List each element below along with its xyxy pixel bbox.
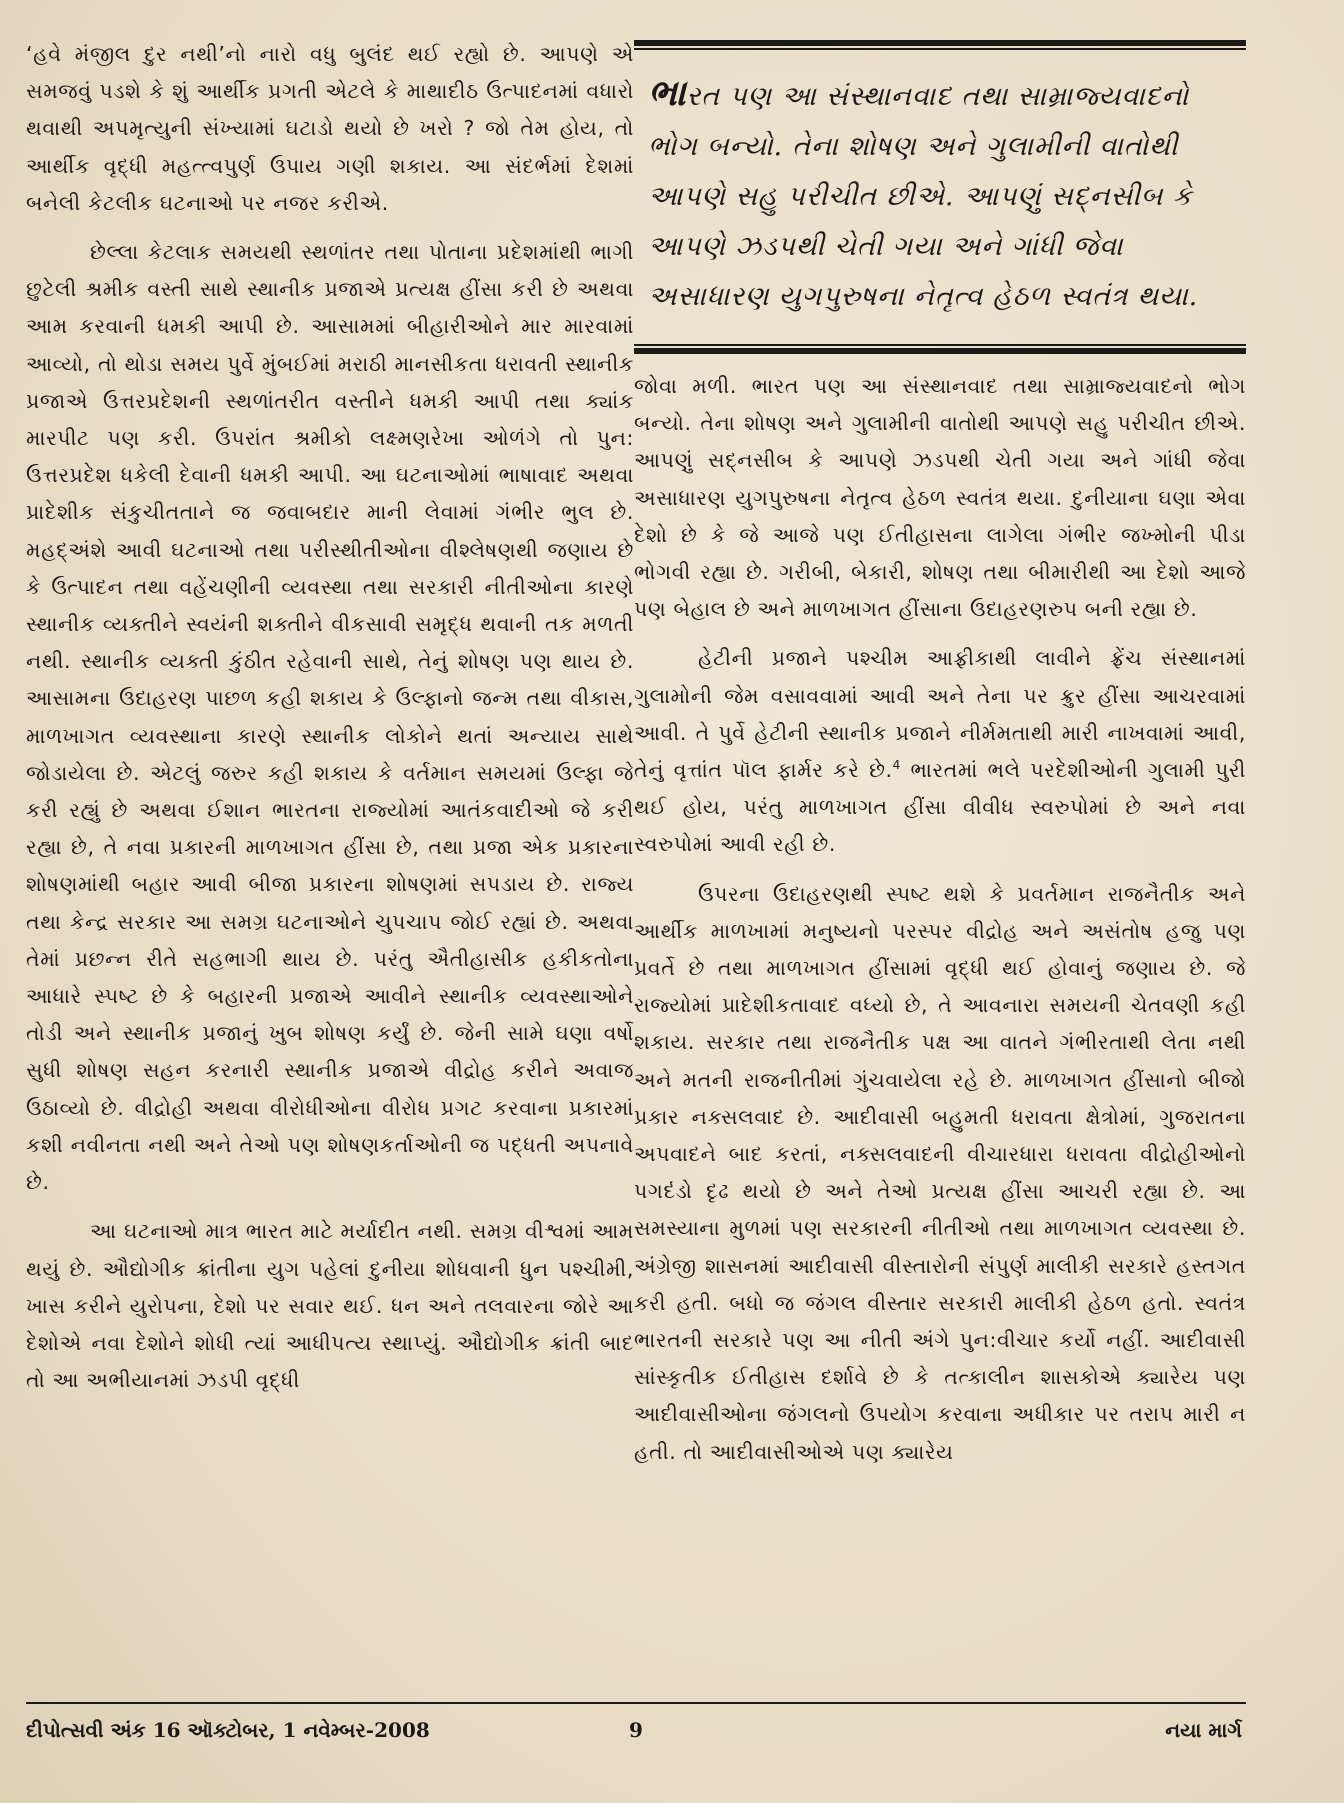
pull-quote-bottom-rule xyxy=(634,348,1246,354)
pull-quote-top-rule xyxy=(634,40,1246,46)
left-paragraph-1: ‘હવે મંજીલ દુર નથી’નો નારો વધુ બુલંદ થઈ રહ્યો છે. આપણે એ સમજવું પડશે કે શું આર્થીક પ્રગતી એટલે કે માથાદીઠ ઉત્પાદનમાં વધારો થવાથી અપમૃત્યુની સંખ્યામાં ઘટાડો થયો છે ખરો ? જો તેમ હોય, તો આર્થીક વૃદ્ધી મહત્ત્વપુર્ણ ઉપાય ગણી શકાય. આ સંદર્ભમાં દેશમાં બનેલી કેટલીક ઘટનાઓ પર નજર કરીએ. xyxy=(26,42,634,215)
footnote-ref: 4 xyxy=(892,758,901,773)
page-footer xyxy=(26,1718,1246,1754)
right-paragraph-2-part-b: ભારતમાં ભલે પરદેશીઓની ગુલામી પુરી થઈ હોય, પરંતુ માળખાગત હીંસા વીવીધ સ્વરુપોમાં છે અને નવા સ્વરુપોમાં આવી રહી છે. xyxy=(634,758,1246,857)
magazine-name: નયા માર્ગ xyxy=(1165,1718,1242,1742)
right-paragraph-2 xyxy=(634,640,1246,863)
right-column xyxy=(634,36,1246,1684)
right-paragraph-2-part-a: હેટીની પ્રજાને પશ્ચીમ આફ્રીકાથી લાવીને ફ્રેંચ સંસ્થાનમાં ગુલામોની જેમ વસાવવામાં આવી અને તેના પર ક્રુર હીંસા આચરવામાં આવી. તે પુર્વે હેટીની સ્થાનીક પ્રજાને નીર્મમતાથી મારી નાખવામાં આવી, તેનું વૃત્તાંત પૉલ ફાર્મર કરે છે. xyxy=(634,646,1246,783)
pull-quote-text xyxy=(648,68,1232,322)
pull-quote-box xyxy=(634,40,1246,354)
left-paragraph-2: છેલ્લા કેટલાક સમયથી સ્થળાંતર તથા પોતાના પ્રદેશમાંથી ભાગી છુટેલી શ્રમીક વસ્તી સાથે સ્થાનીક પ્રજાએ પ્રત્યક્ષ હીંસા કરી છે અથવા આમ કરવાની ધમકી આપી છે. આસામમાં બીહારીઓને માર મારવામાં આવ્યો, તો થોડા સમય પુર્વે મુંબઈમાં મરાઠી માનસીકતા ધરાવતી સ્થાનીક પ્રજાએ ઉત્તરપ્રદેશની સ્થળાંતરીત વસ્તીને ધમકી આપી તથા ક્યાંક મારપીટ પણ કરી. ઉપરાંત શ્રમીકો લક્ષ્મણરેખા ઓળંગે તો પુન: ઉત્તરપ્રદેશ ધકેલી દેવાની ધમકી આપી. આ ઘટનાઓમાં ભાષાવાદ અથવા પ્રાદેશીક સંકુચીતતાને જ જવાબદાર માની લેવામાં ગંભીર ભુલ છે. મહદ્અંશે આવી ઘટનાઓ તથા પરીસ્થીતીઓના વીશ્લેષણથી જણાય છે કે ઉત્પાદન તથા વહેંચણીની વ્યવસ્થા તથા સરકારી નીતીઓના કારણે સ્થાનીક વ્યક્તીને સ્વયંની શક્તીને વીકસાવી સમૃદ્ધ થવાની તક મળતી નથી. સ્થાનીક વ્યક્તી કુંઠીત રહેવાની સાથે, તેનું શોષણ પણ થાય છે. આસામના ઉદાહરણ પાછળ કહી શકાય કે ઉલ્ફાનો જન્મ તથા વીકાસ, માળખાગત વ્યવસ્થાના કારણે સ્થાનીક લોકોને થતાં અન્યાય સાથે જોડાયેલા છે. એટલું જરુર કહી શકાય કે વર્તમાન સમયમાં ઉલ્ફા જે કરી રહ્યું છે અથવા ઈશાન ભારતના રાજ્યોમાં આતંકવાદીઓ જે કરી રહ્યા છે, તે નવા પ્રકારની માળખાગત હીંસા છે, તથા પ્રજા એક પ્રકારના શોષણમાંથી બહાર આવી બીજા પ્રકારના શોષણમાં સપડાય છે. રાજ્ય તથા કેન્દ્ર સરકાર આ સમગ્ર ઘટનાઓને ચુપચાપ જોઈ રહ્યાં છે. અથવા તેમાં પ્રછન્ન રીતે સહભાગી થાય છે. પરંતુ ઐતીહાસીક હકીકતોના આધારે સ્પષ્ટ છે કે બહારની પ્રજાએ આવીને સ્થાનીક વ્યવસ્થાઓને તોડી અને સ્થાનીક પ્રજાનું ખુબ શોષણ કર્યું છે. જેની સામે ઘણા વર્ષો સુધી શોષણ સહન કરનારી સ્થાનીક પ્રજાએ વીદ્રોહ કરીને અવાજ ઉઠાવ્યો છે. વીદ્રોહી અથવા વીરોધીઓના વીરોધ પ્રગટ કરવાના પ્રકારમાં કશી નવીનતા નથી અને તેઓ પણ શોષણકર્તાઓની જ પદ્ધતી અપનાવે છે. xyxy=(26,240,634,1195)
footer-rule xyxy=(26,1702,1246,1704)
left-paragraph-3: આ ઘટનાઓ માત્ર ભારત માટે મર્યાદીત નથી. સમગ્ર વીશ્વમાં આમ થયું છે. ઔદ્યોગીક ક્રાંતીના યુગ પહેલાં દુનીયા શોધવાની ધુન પશ્ચીમી, ખાસ કરીને યુરોપના, દેશો પર સવાર થઈ. ધન અને તલવારના જોરે આ દેશોએ નવા દેશોને શોધી ત્યાં આધીપત્ય સ્થાપ્યું. ઔદ્યોગીક ક્રાંતી બાદ તો આ અભીયાનમાં ઝડપી વૃદ્ધી xyxy=(26,1219,634,1393)
right-paragraph-3: ઉપરના ઉદાહરણથી સ્પષ્ટ થશે કે પ્રવર્તમાન રાજનૈતીક અને આર્થીક માળખામાં મનુષ્યનો પરસ્પર વીદ્રોહ અને અસંતોષ હજુ પણ પ્રવર્તે છે તથા માળખાગત હીંસામાં વૃદ્ધી થઈ હોવાનું જણાય છે. જે રાજ્યોમાં પ્રાદેશીકતાવાદ વધ્યો છે, તે આવનારા સમયની ચેતવણી કહી શકાય. સરકાર તથા રાજનૈતીક પક્ષ આ વાતને ગંભીરતાથી લેતા નથી અને મતની રાજનીતીમાં ગુંચવાયેલા રહે છે. માળખાગત હીંસાનો બીજો પ્રકાર નક્સલવાદ છે. આદીવાસી બહુમતી ધરાવતા ક્ષેત્રોમાં, ગુજરાતના અપવાદને બાદ કરતાં, નક્સલવાદની વીચારધારા ધરાવતા વીદ્રોહીઓનો પગદંડો દૃઢ થયો છે અને તેઓ પ્રત્યક્ષ હીંસા આચરી રહ્યા છે. આ સમસ્યાના મુળમાં પણ સરકારની નીતીઓ તથા માળખાગત વ્યવસ્થા છે. અંગ્રેજી શાસનમાં આદીવાસી વીસ્તારોની સંપુર્ણ માલીકી સરકારે હસ્તગત કરી હતી. બધો જ જંગલ વીસ્તાર સરકારી માલીકી હેઠળ હતો. સ્વતંત્ર ભારતની સરકારે પણ આ નીતી અંગે પુન:વીચાર કર્યો નહીં. આદીવાસી સાંસ્કૃતીક ઈતીહાસ દર્શાવે છે કે તત્કાલીન શાસકોએ ક્યારેય પણ આદીવાસીઓના જંગલનો ઉપયોગ કરવાના અધીકાર પર તરાપ મારી ન હતી. તો આદીવાસીઓએ પણ ક્યારેય xyxy=(634,881,1246,1464)
pull-quote-bottom-rule-thin xyxy=(634,344,1246,346)
footer-issue-info: દીપોત્સવી અંક 16 ઑક્ટોબર, 1 નવેમ્બર-2008 xyxy=(26,1718,430,1742)
page-number: 9 xyxy=(629,1718,643,1742)
left-column xyxy=(26,36,634,1684)
pull-quote-body: રત પણ આ સંસ્થાનવાદ તથા સામ્રાજ્યવાદનો ભોગ બન્યો. તેના શોષણ અને ગુલામીની વાતોથી આપણે સહુ પરીચીત છીએ. આપણું સદ્નસીબ કે આપણે ઝડપથી ચેતી ગયા અને ગાંધી જેવા અસાધારણ યુગપુરુષના નેતૃત્વ હેઠળ સ્વતંત્ર થયા. xyxy=(648,81,1198,312)
pull-quote xyxy=(634,50,1246,344)
pull-quote-drop-cap: ભા xyxy=(648,72,687,114)
right-paragraph-1: જોવા મળી. ભારત પણ આ સંસ્થાનવાદ તથા સામ્રાજ્યવાદનો ભોગ બન્યો. તેના શોષણ અને ગુલામીની વાતોથી આપણે સહુ પરીચીત છીએ. આપણું સદ્નસીબ કે આપણે ઝડપથી ચેતી ગયા અને ગાંધી જેવા અસાધારણ યુગપુરુષના નેતૃત્વ હેઠળ સ્વતંત્ર થયા. દુનીયાના ઘણા એવા દેશો છે કે જે આજે પણ ઈતીહાસના લાગેલા ગંભીર જખ્મોની પીડા ભોગવી રહ્યા છે. ગરીબી, બેકારી, શોષણ તથા બીમારીથી આ દેશો આજે પણ બેહાલ છે અને માળખાગત હીંસાના ઉદાહરણરુપ બની રહ્યા છે. xyxy=(634,374,1246,622)
